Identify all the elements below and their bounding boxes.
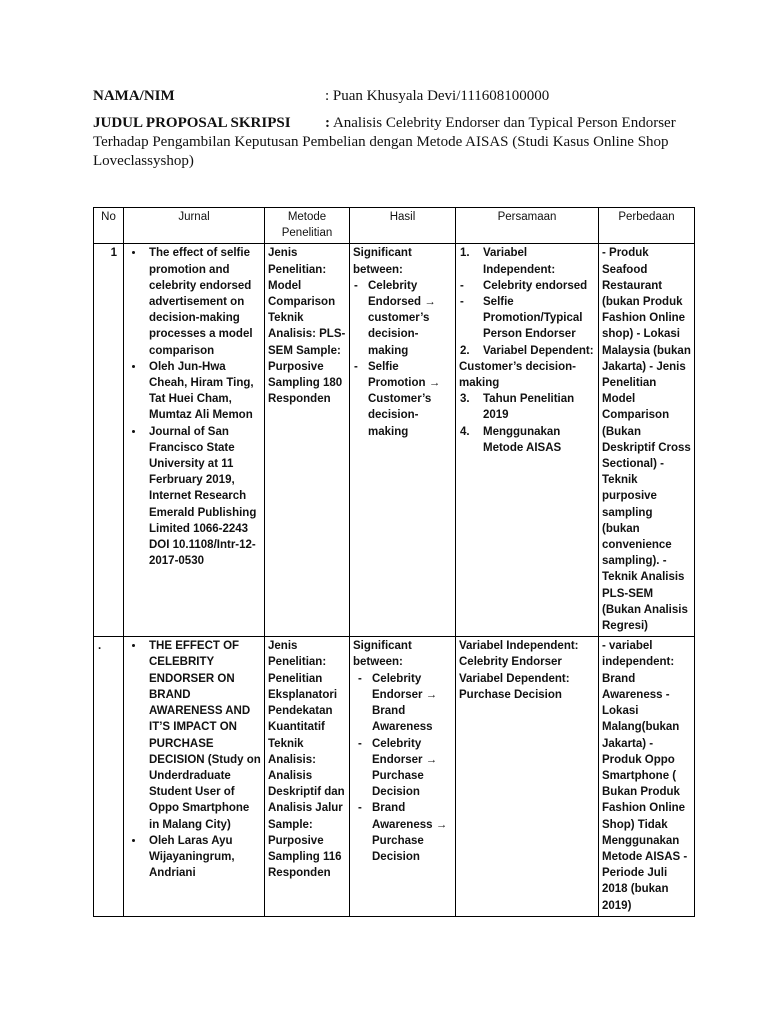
judul-text: Analisis Celebrity Endorser dan Typical Person Endorser Terhadap Pengambilan Keputusan Pembelian dengan Metode AISAS (Studi Kasus Online Shop Loveclassyshop) bbox=[93, 115, 676, 169]
col-header-persamaan: Persamaan bbox=[456, 208, 599, 244]
hasil-item: - Brand Awareness → Purchase Decision bbox=[358, 802, 448, 863]
judul-label: JUDUL PROPOSAL SKRIPSI bbox=[93, 115, 291, 131]
jurnal-publication: • Journal of San Francisco State University at 11 Ferbruary 2019, Internet Research Emerald Publishing Limited 1066-2243 DOI 10.1108/Intr-12-2017-0530 bbox=[145, 424, 261, 570]
jurnal-title: • THE EFFECT OF CELEBRITY ENDORSER ON BRAND AWARENESS AND IT’S IMPACT ON PURCHASE DECISION (Study on Underdraduate Student User of Oppo Smartphone in Malang City) bbox=[145, 638, 261, 832]
nama-nim-value: : Puan Khusyala Devi/111608100000 bbox=[325, 88, 550, 104]
col-header-perbedaan: Perbedaan bbox=[599, 208, 695, 244]
hasil-item: - Selfie Promotion → Customer’s decision-making bbox=[354, 360, 441, 438]
hasil-item: - Celebrity Endorsed → customer’s decision-making bbox=[354, 279, 436, 357]
col-header-hasil: Hasil bbox=[350, 208, 456, 244]
hasil-intro: Significant between: bbox=[353, 247, 412, 276]
row-number: 1 bbox=[94, 244, 124, 637]
jurnal-title: • The effect of selfie promotion and celebrity endorsed advertisement on decision-making processes a model comparison bbox=[145, 245, 261, 358]
judul-block bbox=[93, 114, 693, 171]
persamaan-item-continuation: Customer’s decision-making bbox=[459, 360, 576, 390]
col-header-no: No bbox=[94, 208, 124, 244]
journal-comparison-table bbox=[93, 207, 695, 917]
metode-cell: Jenis Penelitian: Penelitian Eksplanatori Pendekatan Kuantitatif Teknik Analisis: Analisis Deskriptif dan Analisis Jalur Sample: Purposive Sampling 116 Responden bbox=[265, 637, 350, 916]
jurnal-authors: • Oleh Laras Ayu Wijayaningrum, Andriani bbox=[145, 833, 261, 882]
jurnal-authors: • Oleh Jun-Hwa Cheah, Hiram Ting, Tat Huei Cham, Mumtaz Ali Memon bbox=[145, 359, 261, 424]
table-row bbox=[94, 637, 695, 916]
judul-colon: : bbox=[325, 115, 330, 131]
nama-nim-label: NAMA/NIM bbox=[93, 88, 175, 104]
hasil-item: - Celebrity Endorser → Purchase Decision bbox=[358, 737, 438, 799]
metode-cell: Jenis Penelitian: Model Comparison Teknik Analisis: PLS-SEM Sample: Purposive Sampling 180 Responden bbox=[265, 244, 350, 637]
perbedaan-cell: - variabel independent: Brand Awareness -Lokasi Malang(bukan Jakarta) - Produk Oppo Smartphone ( Bukan Produk Fashion Online Shop) Tidak Menggunakan Metode AISAS -Periode Juli 2018 (bukan 2019) bbox=[599, 637, 695, 916]
hasil-cell bbox=[350, 637, 456, 916]
hasil-item: - Celebrity Endorser → Brand Awareness bbox=[358, 672, 438, 734]
jurnal-cell bbox=[124, 637, 265, 916]
persamaan-item: 3. Tahun Penelitian 2019 bbox=[460, 393, 575, 422]
hasil-cell bbox=[350, 244, 456, 637]
persamaan-item: 2. Variabel Dependent: bbox=[460, 344, 594, 357]
persamaan-item: 4. Menggunakan Metode AISAS bbox=[460, 425, 562, 454]
hasil-intro: Significant between: bbox=[353, 640, 412, 669]
row-number: . bbox=[94, 637, 124, 916]
perbedaan-cell: - Produk Seafood Restaurant (bukan Produk Fashion Online shop) - Lokasi Malaysia (bukan Jakarta) - Jenis Penelitian Model Comparison (Bukan Deskriptif Cross Sectional) - Teknik purposive sampling (bukan convenience sampling). - Teknik Analisis PLS-SEM (Bukan Analisis Regresi) bbox=[599, 244, 695, 637]
persamaan-cell: Variabel Independent: Celebrity Endorser Variabel Dependent: Purchase Decision bbox=[456, 637, 599, 916]
col-header-jurnal: Jurnal bbox=[124, 208, 265, 244]
persamaan-item: 1. Variabel Independent: bbox=[460, 247, 556, 276]
table-row bbox=[94, 244, 695, 637]
col-header-metode: Metode Penelitian bbox=[265, 208, 350, 244]
jurnal-cell bbox=[124, 244, 265, 637]
persamaan-subitem: - Selfie Promotion/Typical Person Endorser bbox=[460, 296, 583, 341]
table-header-row bbox=[94, 208, 695, 244]
persamaan-cell bbox=[456, 244, 599, 637]
persamaan-subitem: - Celebrity endorsed bbox=[460, 279, 588, 292]
